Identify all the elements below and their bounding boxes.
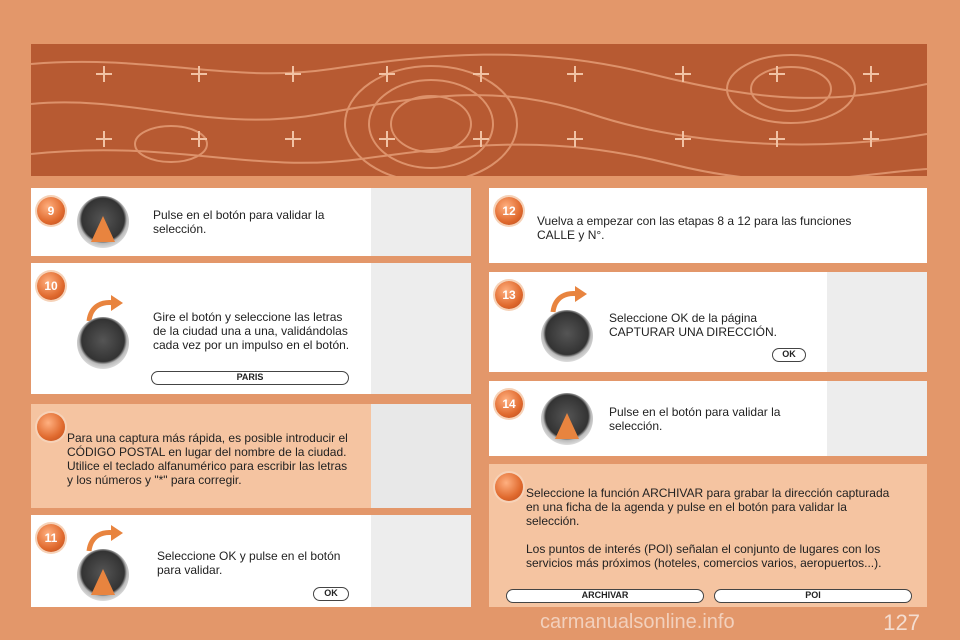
step-text: Pulse en el botón para validar la selección.	[153, 208, 325, 236]
watermark: carmanualsonline.info	[540, 611, 735, 633]
step-11-card	[31, 515, 471, 607]
radio-panel-image	[827, 381, 927, 456]
step-badge: 13	[495, 281, 523, 309]
page-number: 127	[883, 610, 920, 635]
step-badge: 10	[37, 272, 65, 300]
knob-icon	[77, 317, 129, 369]
radio-panel-image	[371, 188, 471, 256]
radio-panel-image	[371, 515, 471, 607]
step-9-card	[31, 188, 471, 256]
step-13-card	[489, 272, 927, 372]
keypad-panel-image	[371, 404, 471, 508]
radio-panel-image	[371, 263, 471, 394]
step-14-card	[489, 381, 927, 456]
step-10-card	[31, 263, 471, 394]
tip-text: Para una captura más rápida, es posible introducir el CÓDIGO POSTAL en lugar del nombre de la ciudad. Utilice el teclado alfanumérico para escribir las letras y los números y "*" para corregir.	[67, 431, 348, 487]
knob-icon	[541, 310, 593, 362]
tip-right-card	[489, 464, 927, 607]
step-text: Seleccione OK de la página CAPTURAR UNA DIRECCIÓN.	[609, 311, 778, 339]
step-text: Vuelva a empezar con las etapas 8 a 12 para las funciones CALLE y N°.	[537, 214, 852, 242]
press-arrow-icon	[91, 569, 115, 595]
tip-text: Seleccione la función ARCHIVAR para grabar la dirección capturada en una ficha de la agenda y pulse en el botón para validar la selección. Los puntos de interés (POI) señalan el conjunto de lugares con los servicios más próximos (hoteles, comercios varios, aeropuertos...).	[526, 486, 890, 570]
topographic-banner	[31, 44, 927, 176]
paris-label: PARIS	[151, 371, 349, 385]
archivar-label: ARCHIVAR	[506, 589, 704, 603]
step-12-card	[489, 188, 927, 263]
press-arrow-icon	[91, 216, 115, 242]
lightbulb-icon	[37, 413, 65, 441]
step-badge: 12	[495, 197, 523, 225]
step-badge: 9	[37, 197, 65, 225]
step-text: Gire el botón y seleccione las letras de la ciudad una a una, validándolas cada vez por un impulso en el botón.	[153, 310, 350, 352]
radio-panel-image	[827, 272, 927, 372]
press-arrow-icon	[555, 413, 579, 439]
tip-left-card	[31, 404, 471, 508]
contour-pattern	[31, 44, 927, 176]
step-text: Seleccione OK y pulse en el botón para validar.	[157, 549, 341, 577]
ok-label: OK	[313, 587, 349, 601]
ok-label: OK	[772, 348, 806, 362]
step-badge: 14	[495, 390, 523, 418]
lightbulb-icon	[495, 473, 523, 501]
step-badge: 11	[37, 524, 65, 552]
poi-label: POI	[714, 589, 912, 603]
step-text: Pulse en el botón para validar la selección.	[609, 405, 781, 433]
